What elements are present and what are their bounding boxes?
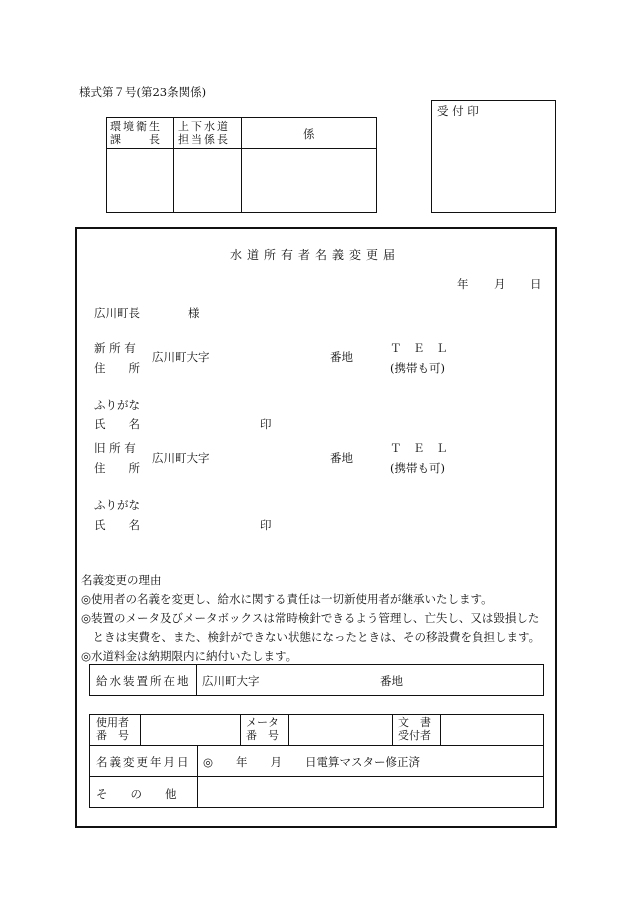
meter-no-label-2: 番 号 [246, 729, 279, 742]
addressee-name: 広川町長 [94, 306, 140, 320]
new-address-banchi: 番地 [330, 350, 353, 364]
new-seal-mark: 印 [260, 417, 272, 431]
change-date-value[interactable]: ◎ 年 月 日電算マスター修正済 [203, 755, 421, 769]
approval-stamp-cell-3[interactable] [247, 160, 372, 205]
new-address-value[interactable]: 広川町大字 [152, 350, 210, 364]
user-no-field[interactable] [143, 716, 237, 743]
other-field[interactable] [200, 779, 541, 806]
old-tel-note: (携帯も可) [390, 461, 445, 475]
doc-receiver-label-1: 文 書 [398, 716, 431, 729]
supply-location-value[interactable]: 広川町大字 [202, 674, 260, 688]
old-address-label-1: 旧 所 有 [94, 441, 136, 455]
user-no-label-1: 使用者 [96, 716, 129, 729]
old-name-label: 氏 名 [94, 518, 140, 532]
new-tel-label: Ｔ Ｅ Ｌ [390, 341, 448, 355]
meter-no-label-1: メータ [246, 716, 279, 729]
approval-col1-line2: 課 長 [110, 133, 162, 146]
date-day: 日 [530, 277, 542, 291]
new-tel-note: (携帯も可) [390, 361, 445, 375]
approval-col2-line2: 担当係長 [178, 133, 230, 146]
user-no-label-2: 番 号 [96, 729, 129, 742]
note-line-4: ◎水道料金は納期限内に納付いたします。 [81, 649, 298, 663]
new-address-label-1: 新 所 有 [94, 341, 136, 355]
note-line-3: ときは実費を、また、検針ができない状態になったときは、その移設費を負担します。 [81, 630, 541, 644]
doc-receiver-label-2: 受付者 [398, 729, 431, 742]
form-number: 様式第７号(第23条関係) [79, 85, 207, 99]
approval-col2-line1: 上下水道 [178, 120, 230, 133]
reason-heading: 名義変更の理由 [81, 573, 162, 587]
approval-col3: 係 [303, 127, 315, 141]
supply-location-banchi: 番地 [380, 674, 403, 688]
supply-location-label: 給水装置所在地 [96, 674, 191, 688]
old-furigana-label: ふりがな [94, 498, 140, 512]
change-date-label: 名義変更年月日 [96, 755, 191, 769]
doc-receiver-field[interactable] [443, 716, 541, 743]
old-address-label-2: 住 所 [94, 461, 140, 475]
date-year: 年 [457, 277, 469, 291]
new-name-label: 氏 名 [94, 417, 140, 431]
form-title: 水道所有者名義変更届 [229, 248, 400, 262]
old-seal-mark: 印 [260, 518, 272, 532]
other-label: そ の 他 [96, 787, 177, 801]
meter-no-field[interactable] [291, 716, 389, 743]
note-line-2: ◎装置のメータ及びメータボックスは常時検針できるよう管理し、亡失し、又は毀損した [81, 611, 540, 625]
old-address-value[interactable]: 広川町大字 [152, 451, 210, 465]
receipt-stamp-label: 受 付 印 [437, 104, 479, 118]
new-address-label-2: 住 所 [94, 361, 140, 375]
addressee-honorific: 様 [188, 306, 200, 320]
old-address-banchi: 番地 [330, 451, 353, 465]
approval-stamp-cell-1[interactable] [117, 160, 167, 205]
approval-stamp-cell-2[interactable] [180, 160, 235, 205]
date-month: 月 [494, 277, 506, 291]
old-tel-label: Ｔ Ｅ Ｌ [390, 441, 448, 455]
new-furigana-label: ふりがな [94, 398, 140, 412]
approval-col1-line1: 環境衛生 [110, 120, 162, 133]
note-line-1: ◎使用者の名義を変更し、給水に関する責任は一切新使用者が継承いたします。 [81, 592, 493, 606]
